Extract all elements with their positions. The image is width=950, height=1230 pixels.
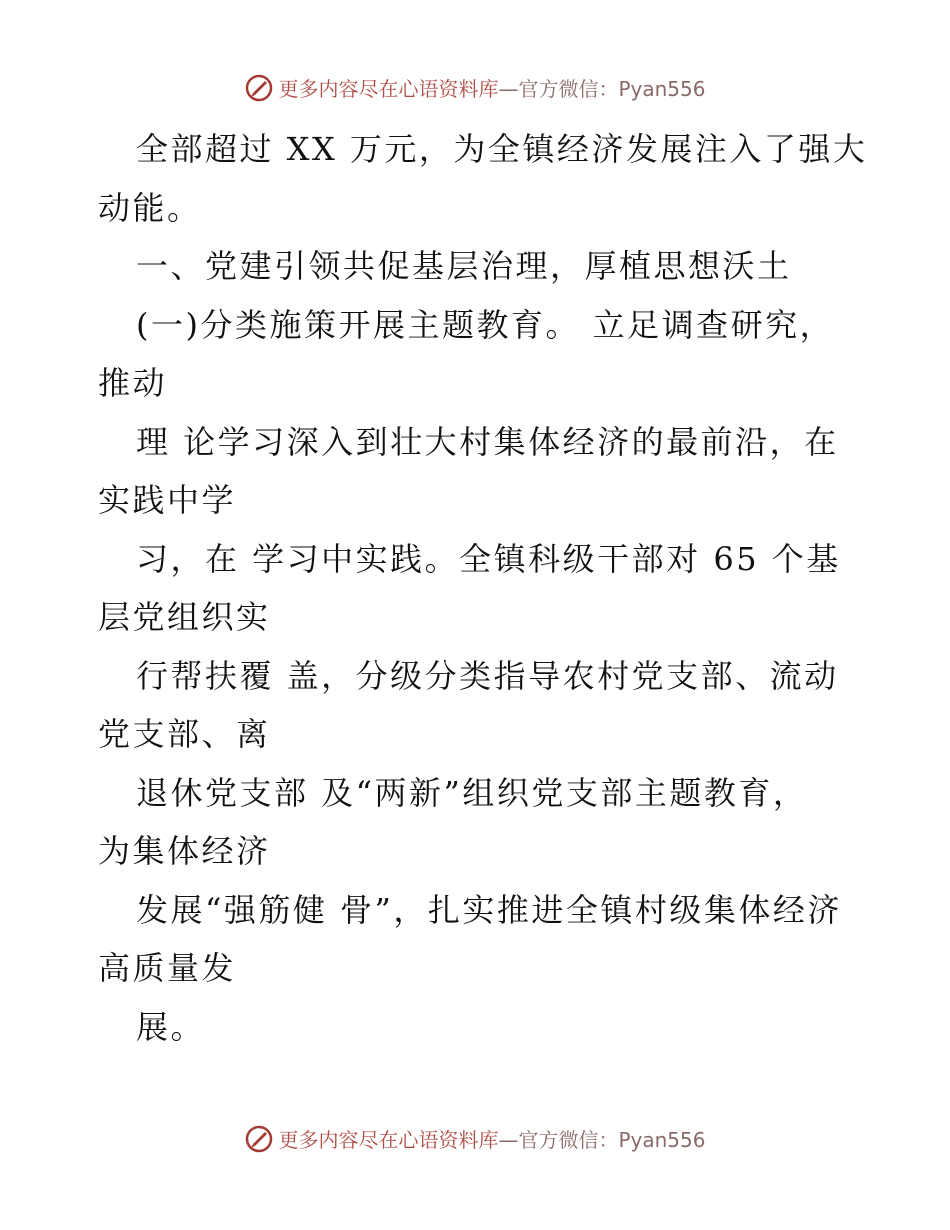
footer-watermark — [0, 1124, 950, 1154]
text-line: 理 论学习深入到壮大村集体经济的最前沿，在 — [136, 422, 839, 461]
logo-icon — [244, 73, 274, 103]
header-watermark — [0, 73, 950, 103]
text-line: 高质量发 — [98, 949, 237, 987]
text-line: (一)分类施策开展主题教育。 立足调查研究， — [136, 305, 835, 344]
text-line: 展。 — [136, 1007, 206, 1046]
text-line: 全部超过 XX 万元，为全镇经济发展注入了强大 — [136, 130, 868, 168]
text-line: 发展“强筋健 骨”，扎实推进全镇村级集体经济 — [136, 890, 842, 929]
watermark-contact: —官方微信：Pyan556 — [498, 77, 706, 101]
watermark-title: 更多内容尽在心语资料库 — [278, 77, 499, 101]
text-line: 退休党支部 及“两新”组织党支部主题教育， — [136, 773, 808, 812]
text-line: 为集体经济 — [98, 832, 271, 870]
text-line: 实践中学 — [98, 481, 237, 519]
text-line: 习，在 学习中实践。全镇科级干部对 65 个基 — [136, 539, 841, 578]
text-line: 推动 — [98, 364, 168, 402]
section-heading: 一、党建引领共促基层治理，厚植思想沃土 — [136, 247, 792, 285]
text-line: 动能。 — [98, 188, 202, 227]
watermark-title: 更多内容尽在心语资料库 — [278, 1128, 499, 1152]
watermark-contact: —官方微信：Pyan556 — [498, 1128, 706, 1152]
text-line: 行帮扶覆 盖，分级分类指导农村党支部、流动 — [136, 656, 839, 695]
text-line: 层党组织实 — [98, 598, 271, 636]
text-line: 党支部、离 — [98, 715, 271, 753]
document-body — [98, 120, 868, 1056]
logo-icon — [244, 1124, 274, 1154]
